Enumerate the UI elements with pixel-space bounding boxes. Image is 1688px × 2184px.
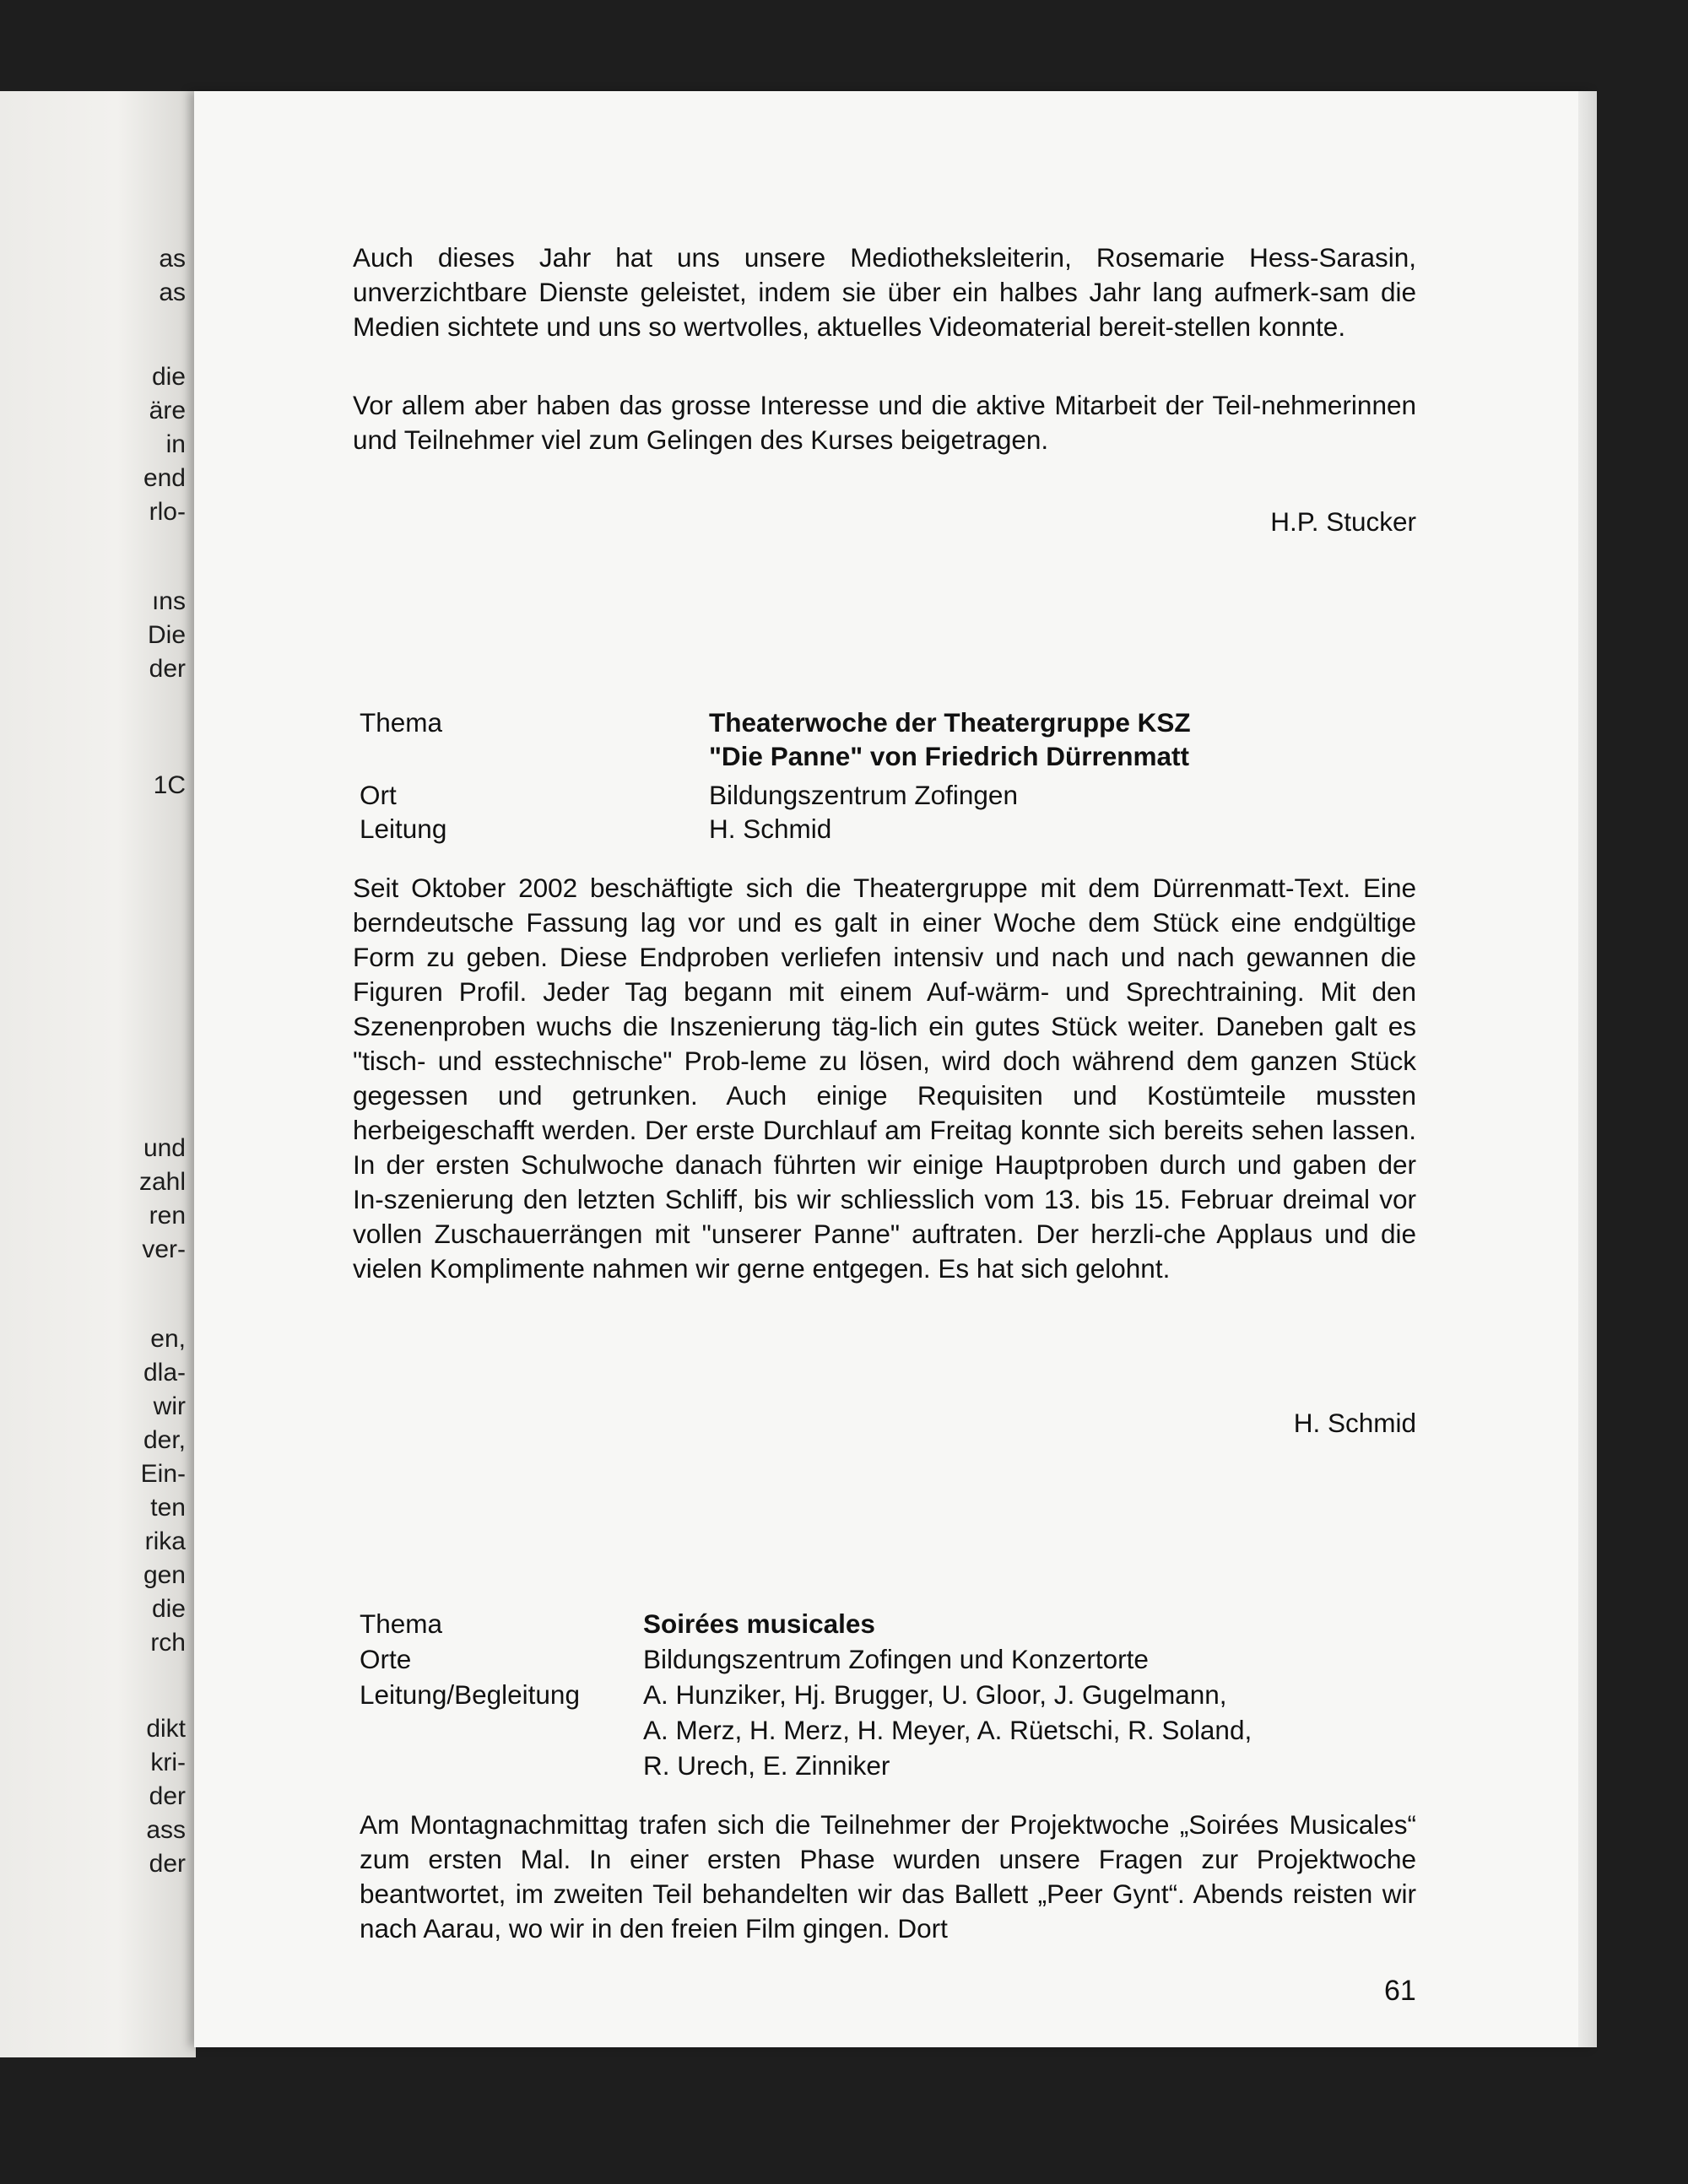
left-page-fragment: wir xyxy=(153,1392,186,1420)
left-page-fragment: en, xyxy=(150,1325,186,1353)
left-page-fragment: ass xyxy=(146,1816,186,1844)
left-page-fragment: as xyxy=(159,278,186,306)
left-page-fragment: kri- xyxy=(150,1749,186,1776)
left-page-fragment: in xyxy=(165,430,186,458)
intro-paragraph-1: Auch dieses Jahr hat uns unsere Mediotheksleiterin, Rosemarie Hess-Sarasin, unverzichtbare Dienste geleistet, indem sie über ein halbes Jahr lang aufmerk-sam die Medien sichtete und uns so wertvolles, aktuelles Videomaterial bereit-stellen konnte. xyxy=(353,242,1416,342)
left-page-fragment: ver- xyxy=(142,1235,186,1263)
left-page-fragment: die xyxy=(151,363,186,391)
left-page-fragment: und xyxy=(143,1134,186,1162)
left-page-fragment: rch xyxy=(150,1629,186,1657)
soirees-leitung-line-3: R. Urech, E. Zinniker xyxy=(643,1750,890,1781)
page-number: 61 xyxy=(1384,1975,1416,2007)
soirees-leitung-line-2: A. Merz, H. Merz, H. Meyer, A. Rüetschi, R. Soland, xyxy=(643,1715,1252,1745)
left-page-fragment: der xyxy=(149,655,186,683)
left-page-fragment: end xyxy=(143,464,186,492)
theater-title-line-2: "Die Panne" von Friedrich Dürrenmatt xyxy=(709,741,1189,771)
soirees-title: Soirées musicales xyxy=(643,1608,875,1639)
left-page-fragment: rlo- xyxy=(149,498,186,526)
theater-thema-label: Thema xyxy=(360,707,443,738)
intro-paragraph-2: Vor allem aber haben das grosse Interesse und die aktive Mitarbeit der Teil-nehmerinnen und Teilnehmer viel zum Gelingen des Kurses beigetragen. xyxy=(353,390,1416,455)
left-page-fragment: 1C xyxy=(153,771,186,799)
left-page-fragment: der, xyxy=(143,1426,186,1454)
theater-leitung-label: Leitung xyxy=(360,814,447,844)
signature-schmid: H. Schmid xyxy=(1293,1408,1416,1438)
theater-body: Seit Oktober 2002 beschäftigte sich die Theatergruppe mit dem Dürrenmatt-Text. Eine berndeutsche Fassung lag vor und es galt in einer Woche dem Stück eine endgültige Form zu geben. Diese Endproben verliefen intensiv und nach und nach gewannen die Figuren Profil. Jeder Tag begann mit einem Auf-wärm- und Sprechtraining. Mit den Szenenproben wuchs die Inszenierung täg-lich ein gutes Stück weiter. Daneben galt es "tisch- und esstechnische" Prob-leme zu lösen, wird doch während dem ganzen Stück gegessen und getrunken. Auch einige Requisiten und Kostümteile mussten herbeigeschafft werden. Der erste Durchlauf am Freitag konnte sich bereits sehen lassen. In der ersten Schulwoche danach führten wir einige Hauptproben durch und gaben der In-szenierung den letzten Schliff, bis wir schliesslich vom 13. bis 15. Februar dreimal vor vollen Zuschauerrängen mit "unserer Panne" auftraten. Der herzli-che Applaus und die vielen Komplimente nahmen wir gerne entgegen. Es hat sich gelohnt. xyxy=(353,873,1416,1284)
left-page-fragment: Ein- xyxy=(140,1460,186,1488)
left-page-fragment: rika xyxy=(144,1527,186,1555)
left-page-fragment: Die xyxy=(147,621,186,649)
right-page xyxy=(194,91,1595,2047)
theater-ort-label: Ort xyxy=(360,780,397,810)
left-page-fragment: zahl xyxy=(138,1168,186,1196)
left-page-fragment: dla- xyxy=(143,1359,186,1387)
left-page-fragment: der xyxy=(149,1850,186,1878)
left-page-fragment: ten xyxy=(150,1494,186,1522)
theater-ort-value: Bildungszentrum Zofingen xyxy=(709,780,1018,810)
soirees-body: Am Montagnachmittag trafen sich die Teilnehmer der Projektwoche „Soirées Musicales“ zum ersten Mal. In einer ersten Phase wurden unsere Fragen zur Projektwoche beantwortet, im zweiten Teil behandelten wir das Ballett „Peer Gynt“. Abends reisten wir nach Aarau, wo wir in den freien Film gingen. Dort xyxy=(360,1809,1416,1943)
left-page-fragment: as xyxy=(159,245,186,273)
left-page-fragment: gen xyxy=(143,1561,186,1589)
left-page xyxy=(0,91,196,2057)
theater-leitung-value: H. Schmid xyxy=(709,814,832,844)
left-page-fragment: ren xyxy=(149,1202,186,1230)
soirees-thema-label: Thema xyxy=(360,1608,443,1639)
soirees-leitung-label: Leitung/Begleitung xyxy=(360,1679,580,1710)
left-page-fragment: die xyxy=(151,1595,186,1623)
signature-stucker: H.P. Stucker xyxy=(1270,506,1416,537)
soirees-orte-value: Bildungszentrum Zofingen und Konzertorte xyxy=(643,1644,1149,1674)
left-page-fragment: äre xyxy=(149,397,186,424)
soirees-leitung-line-1: A. Hunziker, Hj. Brugger, U. Gloor, J. Gugelmann, xyxy=(643,1679,1227,1710)
page-edge xyxy=(1578,91,1597,2047)
left-page-fragment: dikt xyxy=(146,1715,186,1743)
left-page-fragment: ıns xyxy=(151,587,186,615)
soirees-orte-label: Orte xyxy=(360,1644,412,1674)
theater-title-line-1: Theaterwoche der Theatergruppe KSZ xyxy=(709,707,1191,738)
left-page-fragment: der xyxy=(149,1782,186,1810)
